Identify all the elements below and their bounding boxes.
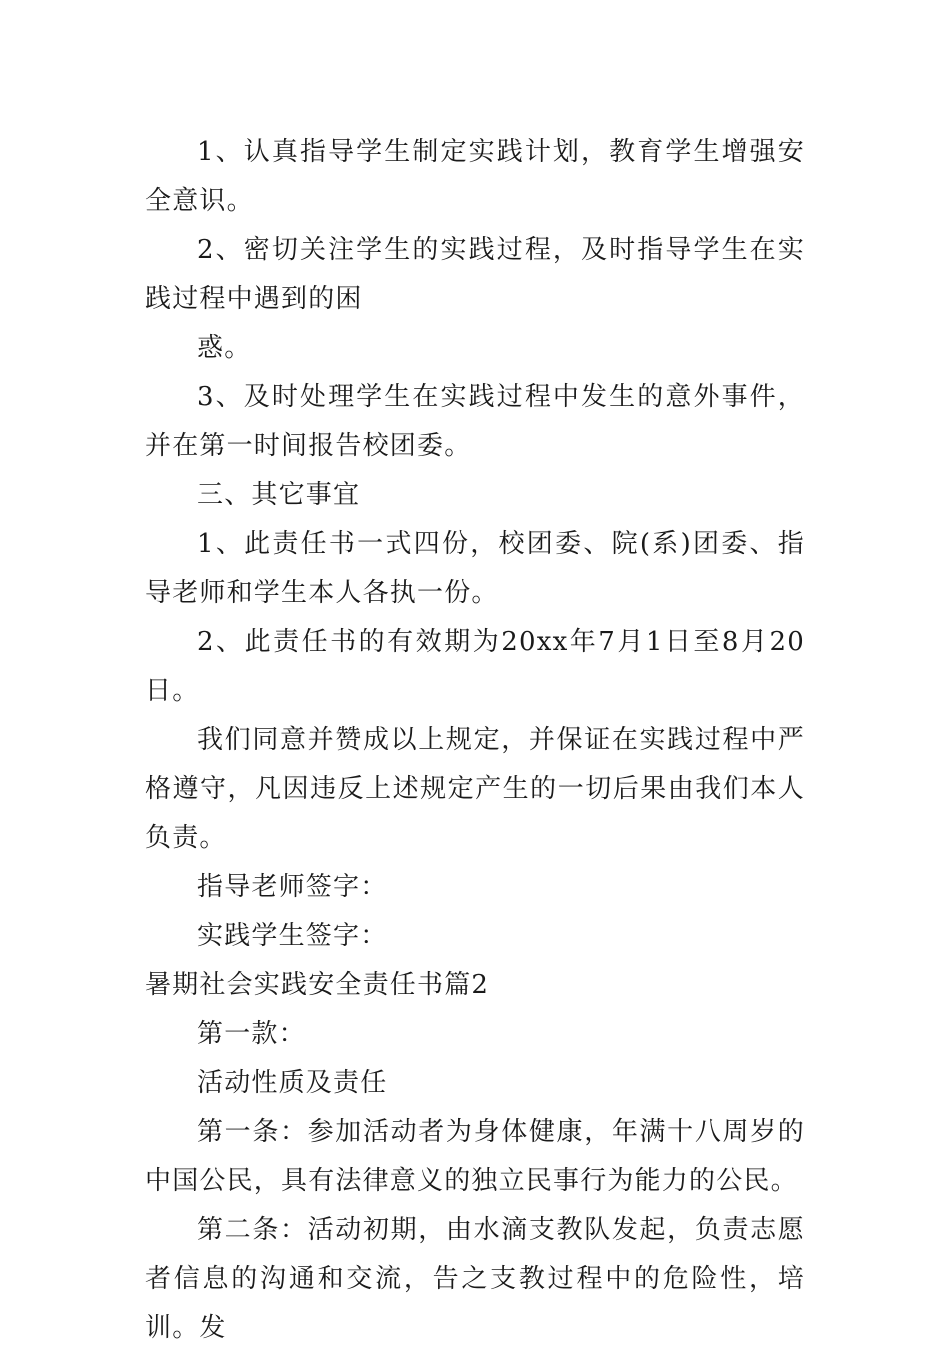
clause-1-copies: 1、此责任书一式四份，校团委、院(系)团委、指导老师和学生本人各执一份。	[145, 529, 805, 608]
agreement-statement: 我们同意并赞成以上规定，并保证在实践过程中严格遵守，凡因违反上述规定产生的一切后果由我们本人负责。	[145, 725, 805, 853]
article-2-initial-phase: 第二条：活动初期，由水滴支教队发起，负责志愿者信息的沟通和交流，告之支教过程中的危险性，培训。发	[145, 1215, 805, 1343]
article-heading: 第一款：	[197, 1019, 306, 1049]
clause-2-monitor-process: 2、密切关注学生的实践过程，及时指导学生在实践过程中遇到的困	[145, 235, 805, 314]
document-section-title: 暑期社会实践安全责任书篇2	[145, 970, 490, 1000]
teacher-signature-line: 指导老师签字：	[197, 872, 388, 902]
document-body	[145, 128, 805, 1353]
clause-1-guide-plan: 1、认真指导学生制定实践计划，教育学生增强安全意识。	[145, 137, 805, 216]
student-signature-line: 实践学生签字：	[197, 921, 388, 951]
clause-2-continuation: 惑。	[197, 333, 252, 363]
article-subheading: 活动性质及责任	[197, 1068, 388, 1098]
clause-2-validity-period: 2、此责任书的有效期为20xx年7月1日至8月20日。	[145, 627, 805, 706]
section-heading-other-matters: 三、其它事宜	[197, 480, 361, 510]
article-1-eligibility: 第一条：参加活动者为身体健康，年满十八周岁的中国公民，具有法律意义的独立民事行为能力的公民。	[145, 1117, 805, 1196]
clause-3-handle-accidents: 3、及时处理学生在实践过程中发生的意外事件，并在第一时间报告校团委。	[145, 382, 805, 461]
